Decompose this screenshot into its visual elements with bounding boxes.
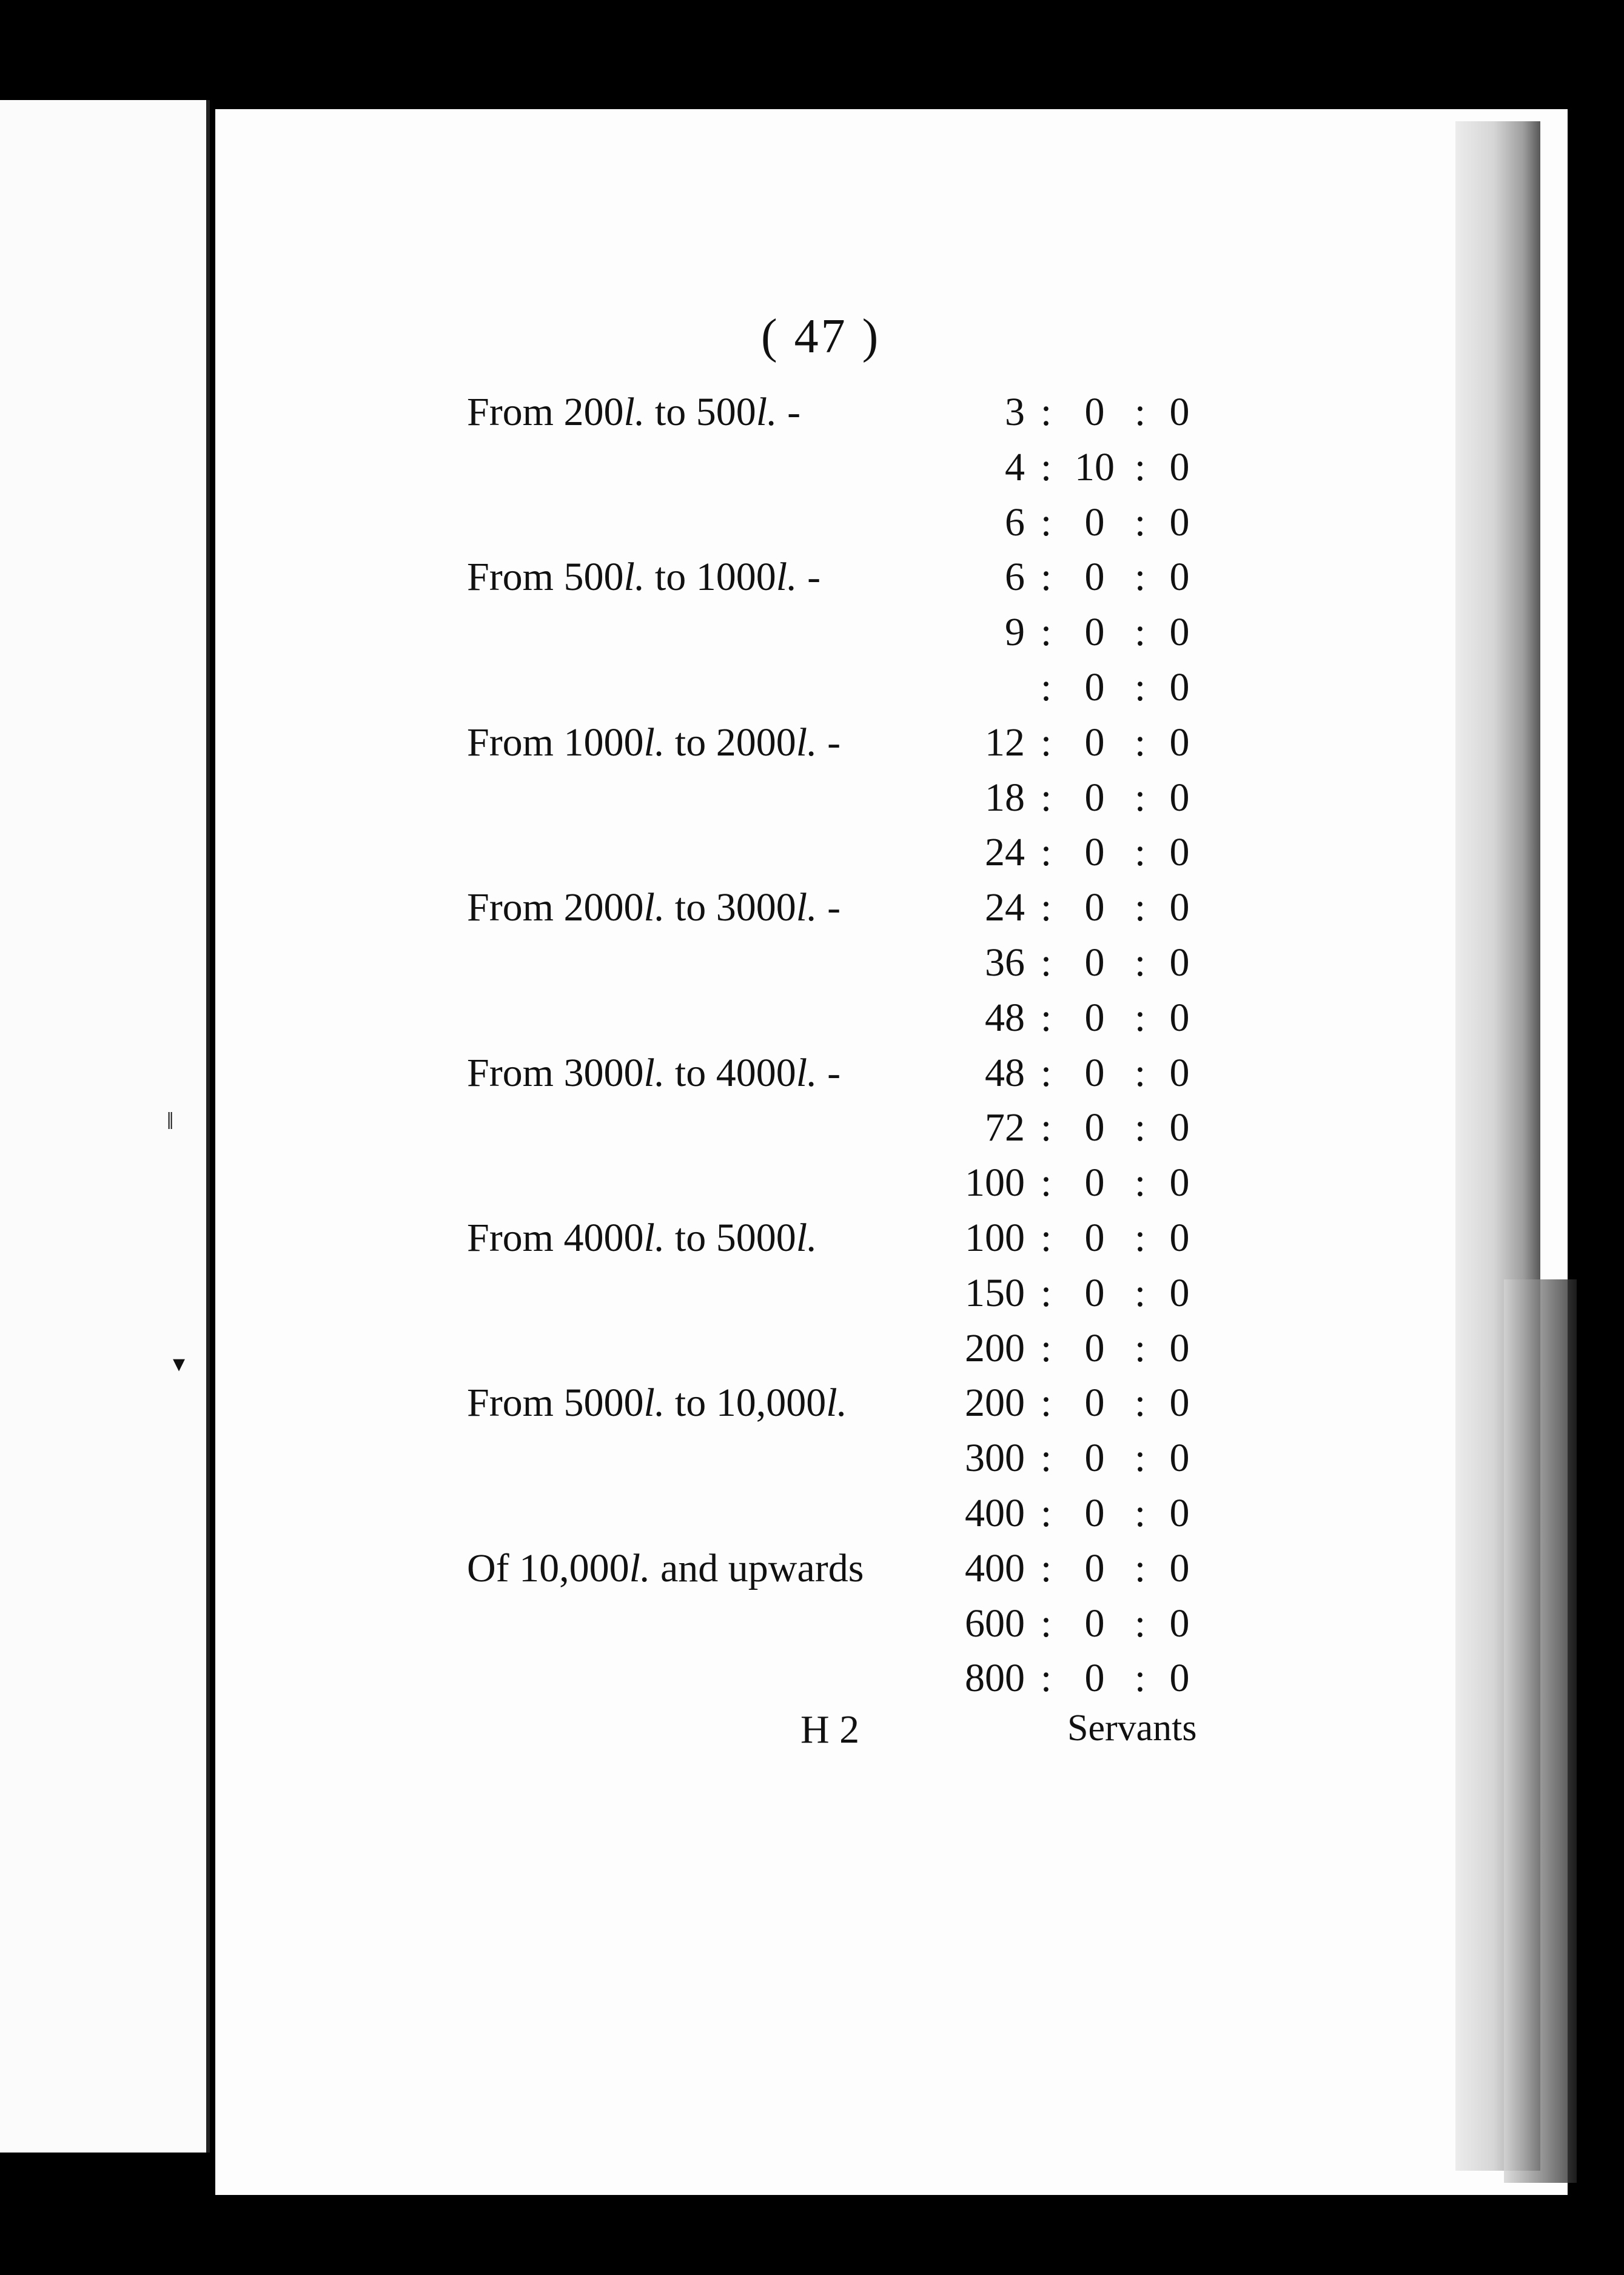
pound-sign: l. [643, 720, 665, 765]
pound-sign: l. [643, 1215, 665, 1260]
table-row [467, 495, 1219, 551]
pounds-value: 36 [985, 940, 1025, 985]
colon-separator: : [1134, 1656, 1146, 1701]
range-to-word: to [645, 555, 696, 600]
income-range-label [467, 880, 841, 936]
pound-sign: l. [623, 390, 645, 434]
shillings-value: 0 [1084, 1215, 1105, 1260]
shillings-value: 0 [1084, 1050, 1105, 1095]
pence-value: 0 [1169, 940, 1190, 985]
pence-value: 0 [1169, 1050, 1190, 1095]
shillings-value: 0 [1084, 500, 1105, 544]
shillings-value: 0 [1084, 1325, 1105, 1370]
income-range-label [467, 1046, 841, 1101]
pound-sign: l. [643, 1381, 665, 1426]
colon-separator: : [1134, 444, 1146, 489]
colon-separator: : [1134, 1270, 1146, 1315]
range-suffix: and upwards [660, 1546, 864, 1590]
pence-value: 0 [1169, 1381, 1190, 1426]
pounds-value: 400 [965, 1546, 1025, 1590]
colon-separator: : [1040, 1270, 1052, 1315]
pence-value: 0 [1169, 775, 1190, 820]
pence-value: 0 [1169, 885, 1190, 930]
pounds-value: 48 [985, 995, 1025, 1040]
table-row [467, 880, 1219, 936]
pound-sign: l. [796, 720, 817, 765]
rate-table [467, 385, 1219, 1706]
pounds-value: 100 [965, 1215, 1025, 1260]
colon-separator: : [1040, 500, 1052, 544]
income-range-label [467, 715, 841, 771]
range-to-word: to [665, 720, 716, 765]
colon-separator: : [1040, 390, 1052, 434]
colon-separator: : [1040, 775, 1052, 820]
shillings-value: 0 [1084, 830, 1105, 875]
pence-value: 0 [1169, 1490, 1190, 1535]
page-edge-shadow [1504, 1279, 1577, 2183]
table-row [467, 660, 1219, 715]
income-range-label [467, 1541, 864, 1597]
colon-separator: : [1040, 1436, 1052, 1481]
colon-separator: : [1134, 665, 1146, 709]
colon-separator: : [1040, 830, 1052, 875]
range-from: From 5000 [467, 1381, 644, 1426]
pounds-value: 400 [965, 1490, 1025, 1535]
colon-separator: : [1040, 1325, 1052, 1370]
table-row [467, 385, 1219, 440]
pounds-value: 150 [965, 1270, 1025, 1315]
pound-sign: l. [776, 555, 797, 600]
range-from: From 3000 [467, 1050, 644, 1095]
pounds-value: 24 [985, 830, 1025, 875]
colon-separator: : [1134, 390, 1146, 434]
pounds-value: 9 [1005, 610, 1025, 655]
leader-dash: - [827, 720, 841, 765]
colon-separator: : [1040, 444, 1052, 489]
range-to-word: to [665, 1050, 716, 1095]
range-to: 2000 [716, 720, 796, 765]
pence-value: 0 [1169, 1436, 1190, 1481]
page-number: ( 47 ) [761, 310, 881, 363]
colon-separator: : [1040, 1656, 1052, 1701]
table-row [467, 1597, 1219, 1652]
colon-separator: : [1134, 940, 1146, 985]
pound-sign: l. [629, 1546, 651, 1590]
range-to: 3000 [716, 885, 796, 930]
facing-page [0, 100, 210, 2153]
pence-value: 0 [1169, 444, 1190, 489]
pence-value: 0 [1169, 830, 1190, 875]
pounds-value: 6 [1005, 500, 1025, 544]
colon-separator: : [1134, 500, 1146, 544]
pence-value: 0 [1169, 1161, 1190, 1205]
shillings-value: 0 [1084, 1436, 1105, 1481]
catchword: Servants [1067, 1707, 1197, 1749]
pence-value: 0 [1169, 1325, 1190, 1370]
shillings-value: 0 [1084, 940, 1105, 985]
pounds-value: 300 [965, 1436, 1025, 1481]
colon-separator: : [1040, 610, 1052, 655]
range-from: From 200 [467, 390, 624, 434]
colon-separator: : [1040, 1215, 1052, 1260]
pounds-value: 6 [1005, 555, 1025, 600]
shillings-value: 0 [1084, 610, 1105, 655]
pounds-value: 18 [985, 775, 1025, 820]
colon-separator: : [1134, 1325, 1146, 1370]
range-to: 4000 [716, 1050, 796, 1095]
table-row [467, 825, 1219, 880]
colon-separator: : [1134, 1381, 1146, 1426]
colon-separator: : [1040, 1546, 1052, 1590]
range-to-word: to [665, 1381, 716, 1426]
table-row [467, 936, 1219, 991]
pound-sign: l. [796, 1215, 817, 1260]
colon-separator: : [1040, 995, 1052, 1040]
range-to: 500 [696, 390, 756, 434]
range-from: From 2000 [467, 885, 644, 930]
pence-value: 0 [1169, 1601, 1190, 1646]
colon-separator: : [1040, 885, 1052, 930]
pound-sign: l. [796, 885, 817, 930]
pence-value: 0 [1169, 1215, 1190, 1260]
colon-separator: : [1040, 555, 1052, 600]
leader-dash: - [827, 1050, 841, 1095]
income-range-label [467, 385, 800, 440]
table-row [467, 1101, 1219, 1156]
colon-separator: : [1134, 1601, 1146, 1646]
pence-value: 0 [1169, 1546, 1190, 1590]
table-row [467, 1541, 1219, 1597]
pence-value: 0 [1169, 665, 1190, 709]
colon-separator: : [1040, 1381, 1052, 1426]
pounds-value: 100 [965, 1161, 1025, 1205]
pound-sign: l. [623, 555, 645, 600]
pounds-value: 48 [985, 1050, 1025, 1095]
colon-separator: : [1134, 610, 1146, 655]
range-to: 10,000 [716, 1381, 827, 1426]
pound-sign: l. [796, 1050, 817, 1095]
colon-separator: : [1134, 775, 1146, 820]
shillings-value: 0 [1084, 995, 1105, 1040]
colon-separator: : [1134, 830, 1146, 875]
range-to-word: to [645, 390, 696, 434]
shillings-value: 10 [1075, 444, 1115, 489]
range-to: 5000 [716, 1215, 796, 1260]
colon-separator: : [1040, 1050, 1052, 1095]
table-row [467, 605, 1219, 660]
pence-value: 0 [1169, 500, 1190, 544]
pounds-value: 200 [965, 1325, 1025, 1370]
pounds-value: 12 [985, 720, 1025, 765]
table-row [467, 440, 1219, 495]
colon-separator: : [1134, 995, 1146, 1040]
colon-separator: : [1040, 1105, 1052, 1150]
income-range-label [467, 1211, 817, 1266]
shillings-value: 0 [1084, 555, 1105, 600]
pound-sign: l. [643, 1050, 665, 1095]
range-to-word: to [665, 1215, 716, 1260]
pence-value: 0 [1169, 995, 1190, 1040]
shillings-value: 0 [1084, 390, 1105, 434]
range-from: From 1000 [467, 720, 644, 765]
range-from: From 500 [467, 555, 624, 600]
range-from: From 4000 [467, 1215, 644, 1260]
colon-separator: : [1040, 1161, 1052, 1205]
colon-separator: : [1134, 1161, 1146, 1205]
colon-separator: : [1134, 1050, 1146, 1095]
pence-value: 0 [1169, 1105, 1190, 1150]
income-range-label [467, 550, 820, 605]
pence-value: 0 [1169, 610, 1190, 655]
signature-mark: H 2 [800, 1707, 860, 1752]
pounds-value: 24 [985, 885, 1025, 930]
income-range-label [467, 1376, 847, 1431]
shillings-value: 0 [1084, 720, 1105, 765]
colon-separator: : [1134, 1546, 1146, 1590]
table-row [467, 1431, 1219, 1486]
pence-value: 0 [1169, 555, 1190, 600]
pence-value: 0 [1169, 1270, 1190, 1315]
pence-value: 0 [1169, 1656, 1190, 1701]
table-row [467, 1321, 1219, 1376]
colon-separator: : [1134, 555, 1146, 600]
pounds-value: 4 [1005, 444, 1025, 489]
margin-mark: ‖ [167, 1107, 174, 1134]
table-row [467, 715, 1219, 771]
leader-dash: - [807, 555, 821, 600]
shillings-value: 0 [1084, 1270, 1105, 1315]
range-to: 1000 [696, 555, 776, 600]
pounds-value: 3 [1005, 390, 1025, 434]
shillings-value: 0 [1084, 1105, 1105, 1150]
leader-dash: - [827, 885, 841, 930]
colon-separator: : [1040, 1601, 1052, 1646]
shillings-value: 0 [1084, 1161, 1105, 1205]
colon-separator: : [1040, 940, 1052, 985]
colon-separator: : [1134, 1490, 1146, 1535]
table-row [467, 991, 1219, 1046]
table-row [467, 1651, 1219, 1706]
colon-separator: : [1134, 1436, 1146, 1481]
range-from: Of 10,000 [467, 1546, 629, 1590]
table-row [467, 550, 1219, 605]
leader-dash: - [787, 390, 801, 434]
shillings-value: 0 [1084, 885, 1105, 930]
pence-value: 0 [1169, 390, 1190, 434]
colon-separator: : [1040, 720, 1052, 765]
margin-mark: ▾ [173, 1350, 186, 1377]
pound-sign: l. [826, 1381, 848, 1426]
pounds-value: 72 [985, 1105, 1025, 1150]
colon-separator: : [1134, 1105, 1146, 1150]
table-row [467, 771, 1219, 826]
pound-sign: l. [643, 885, 665, 930]
table-row [467, 1486, 1219, 1541]
pounds-value: 800 [965, 1656, 1025, 1701]
colon-separator: : [1134, 720, 1146, 765]
table-row [467, 1266, 1219, 1321]
pounds-value: 200 [965, 1381, 1025, 1426]
colon-separator: : [1040, 1490, 1052, 1535]
shillings-value: 0 [1084, 1656, 1105, 1701]
colon-separator: : [1134, 1215, 1146, 1260]
shillings-value: 0 [1084, 775, 1105, 820]
table-row [467, 1156, 1219, 1211]
shillings-value: 0 [1084, 1546, 1105, 1590]
pounds-value: 600 [965, 1601, 1025, 1646]
table-row [467, 1376, 1219, 1431]
shillings-value: 0 [1084, 665, 1105, 709]
pence-value: 0 [1169, 720, 1190, 765]
colon-separator: : [1134, 885, 1146, 930]
range-to-word: to [665, 885, 716, 930]
shillings-value: 0 [1084, 1601, 1105, 1646]
table-row [467, 1046, 1219, 1101]
shillings-value: 0 [1084, 1381, 1105, 1426]
table-row [467, 1211, 1219, 1266]
shillings-value: 0 [1084, 1490, 1105, 1535]
colon-separator: : [1040, 665, 1052, 709]
pound-sign: l. [756, 390, 777, 434]
